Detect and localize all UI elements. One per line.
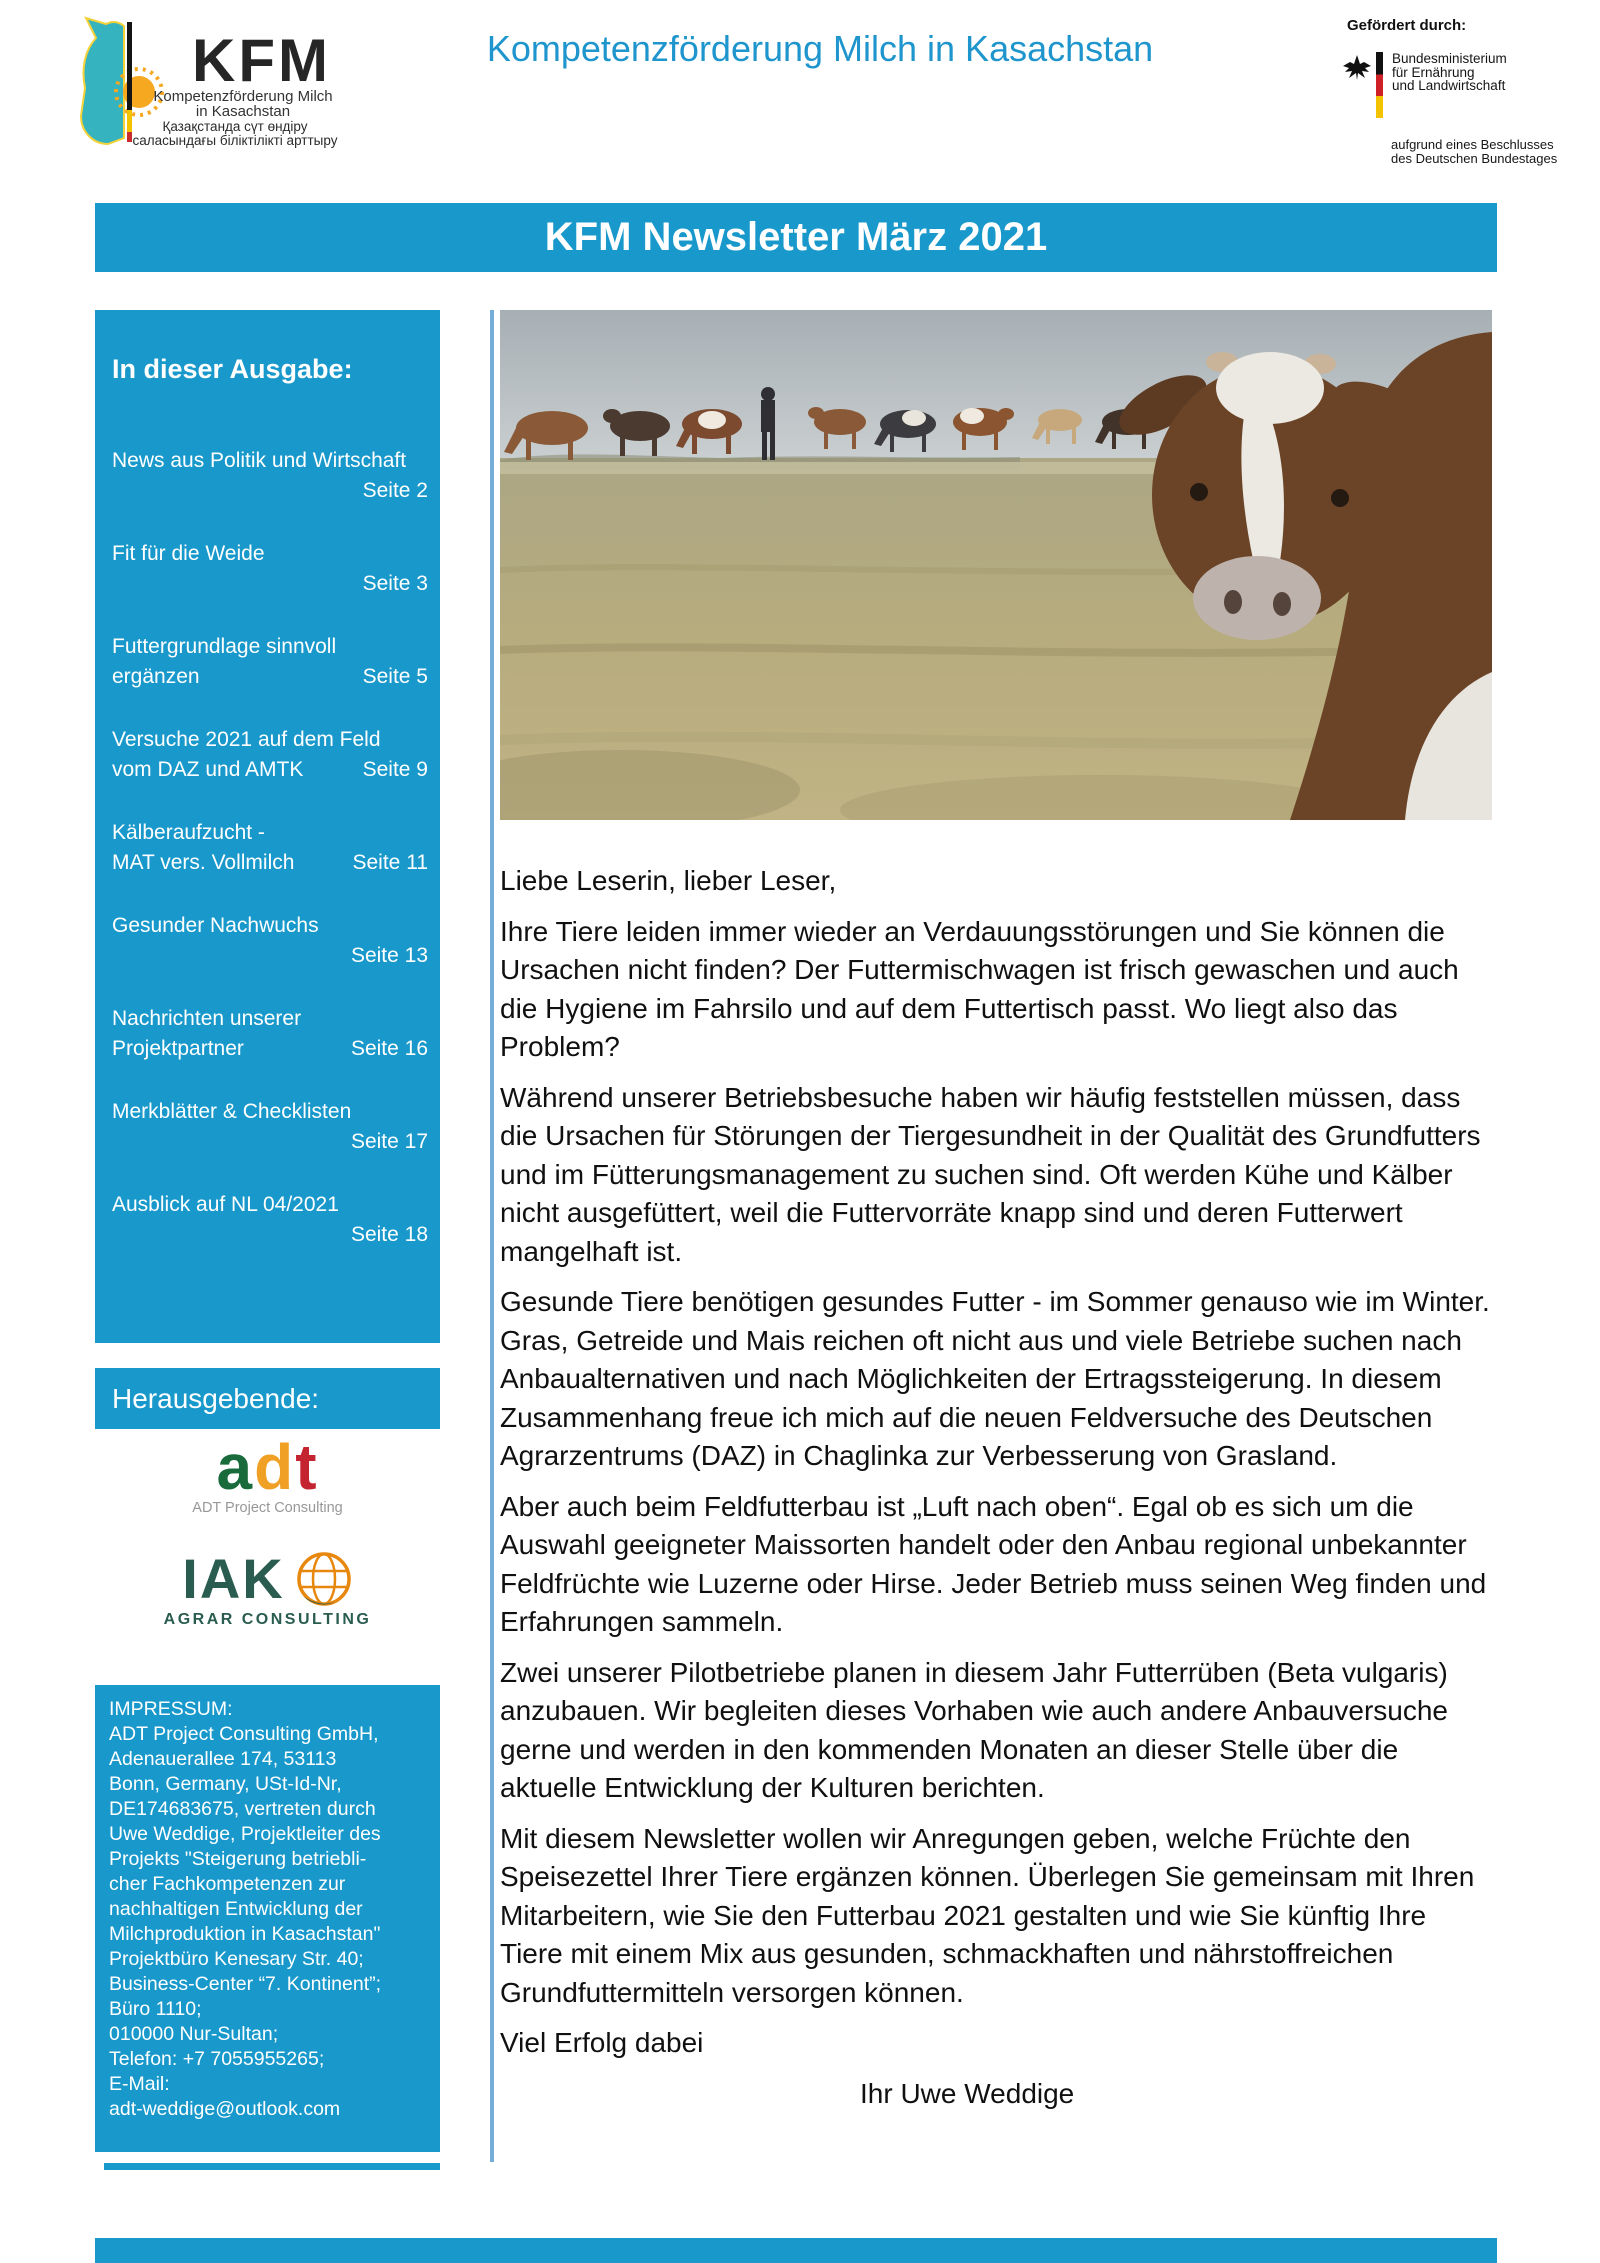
closing-line: Viel Erfolg dabei: [500, 2027, 704, 2058]
ministry-line2: für Ernährung: [1392, 64, 1475, 80]
impressum-line: Adenauerallee 174, 53113: [109, 1748, 337, 1770]
main-column-rule: [490, 310, 494, 2162]
greeting: Liebe Leserin, lieber Leser,: [500, 865, 837, 896]
kfm-kazakh-line1: Қазақстанда сүт өндіру: [162, 119, 308, 134]
kfm-subtitle-line1: Kompetenzförderung Milch: [153, 88, 333, 105]
bottom-accent-bar: [95, 2238, 1497, 2263]
ministry-name: [1392, 52, 1507, 93]
toc-item-title-line2: vom DAZ und AMTK: [112, 758, 304, 781]
toc-item: [112, 911, 428, 971]
toc-item: [112, 818, 428, 878]
toc-item-title: Ausblick auf NL 04/2021: [112, 1193, 339, 1216]
ministry-line1: Bundesministerium: [1392, 51, 1507, 66]
impressum-line: ADT Project Consulting GmbH,: [109, 1723, 379, 1745]
letter-body: [500, 862, 1490, 2125]
impressum-line: Milchproduktion in Kasachstan": [109, 1923, 381, 1945]
letter-paragraph: Gesunde Tiere benötigen gesundes Futter - im Sommer genauso wie im Winter. Gras, Getreide und Mais reichen oft nicht aus und viele Betriebe suchen nach Anbaualternativen und nach Möglichkeiten der Ertragssteigerung. In diesem Zusammenhang freue ich mich auf die neuen Feldversuche des Deutschen Agrarzentrums (DAZ) in Chaglinka zur Verbesserung von Grasland.: [500, 1286, 1490, 1471]
page-title: Kompetenzförderung Milch in Kasachstan: [486, 28, 1154, 69]
letter-paragraph: Ihre Tiere leiden immer wieder an Verdauungsstörungen und Sie können die Ursachen nicht finden? Der Futtermischwagen ist frisch gewaschen und auch die Hygiene im Fahrsilo und auf dem Futtertisch passt. Wo liegt also das Problem?: [500, 915, 1459, 1062]
toc-item-page: Seite 16: [350, 1037, 428, 1060]
impressum-line: Büro 1110;: [109, 1998, 202, 2020]
newsletter-banner-title: KFM Newsletter März 2021: [95, 203, 1497, 272]
iak-logo-caption: AGRAR CONSULTING: [163, 1611, 372, 1628]
signature: Ihr Uwe Weddige: [860, 2077, 1075, 2109]
toc-item: [112, 1190, 428, 1250]
iak-logo: [95, 1546, 440, 1629]
publishers-title: Herausgebende:: [95, 1368, 440, 1429]
ministry-line3: und Landwirtschaft: [1392, 78, 1506, 93]
toc-item: [112, 632, 428, 692]
adt-logo-letters: [95, 1431, 440, 1503]
toc-item: [112, 539, 428, 599]
impressum-line: DE174683675, vertreten durch: [109, 1798, 376, 1820]
letter-paragraph: Während unserer Betriebsbesuche haben wir häufig feststellen müssen, dass die Ursachen für Störungen der Tiergesundheit in der Qualität des Grundfutters und im Fütterungsmanagement zu suchen sind. Oft werden Kühe und Kälber nicht ausgefüttert, weil die Futtervorräte knapp sind und deren Futterwert mangelhaft ist.: [500, 1081, 1481, 1267]
toc-item-page: Seite 3: [362, 572, 428, 595]
impressum-line: 010000 Nur-Sultan;: [109, 2023, 279, 2045]
kfm-acronym: KFM: [192, 27, 331, 94]
toc-item-page: Seite 9: [362, 758, 428, 781]
adt-logo: [95, 1431, 440, 1516]
toc-item: [112, 725, 428, 785]
funding-note: [1391, 138, 1557, 165]
paragraphs-container: [500, 913, 1490, 2013]
toc-item: [112, 1004, 428, 1064]
impressum-line: cher Fachkompetenzen zur: [109, 1873, 346, 1895]
adt-letter: t: [295, 1431, 319, 1503]
toc-item-page: Seite 2: [362, 479, 428, 502]
adt-logo-caption: ADT Project Consulting: [192, 1500, 343, 1516]
impressum-box: [95, 1685, 440, 2152]
sidebar-bottom-rule: [104, 2163, 440, 2170]
impressum-line: Telefon: +7 7055955265;: [109, 2048, 325, 2070]
toc-item-page: Seite 13: [350, 944, 428, 967]
impressum-line: Business-Center “7. Kontinent”;: [109, 1973, 382, 1995]
adt-letter: a: [216, 1431, 255, 1503]
toc-item-page: Seite 17: [350, 1130, 428, 1153]
impressum-line: IMPRESSUM:: [109, 1698, 233, 1720]
toc-item-title: Futtergrundlage sinnvoll: [112, 635, 337, 658]
toc-item-title: Nachrichten unserer: [112, 1007, 302, 1030]
toc-item-title-line2: MAT vers. Vollmilch: [112, 851, 295, 874]
letter-paragraph: Aber auch beim Feldfutterbau ist „Luft nach oben“. Egal ob es sich um die Auswahl geeigneter Maissorten handelt oder den Anbau regional unbekannter Feldfrüchte wie Luzerne oder Hirse. Jeder Betrieb muss seinen Weg finden und Erfahrungen sammeln.: [500, 1490, 1487, 1637]
funding-label: Gefördert durch:: [1347, 17, 1467, 34]
funding-note-line2: des Deutschen Bundestages: [1391, 150, 1558, 166]
letter-paragraph: Zwei unserer Pilotbetriebe planen in diesem Jahr Futterrüben (Beta vulgaris) anzubauen. Wir begleiten dieses Vorhaben wie auch andere Anbauversuche gerne und werden in den kommenden Monaten an dieser Stelle über die aktuelle Entwicklung der Kulturen berichten.: [500, 1656, 1448, 1803]
cows-pasture-photo: [500, 310, 1492, 820]
globe-icon: [295, 1550, 353, 1608]
toc-item-title: Fit für die Weide: [112, 542, 265, 565]
toc-item-title: Versuche 2021 auf dem Feld: [112, 728, 381, 751]
toc-item-title: Kälberaufzucht -: [112, 821, 265, 844]
impressum-line: Uwe Weddige, Projektleiter des: [109, 1823, 381, 1845]
impressum-line: adt-weddige@outlook.com: [109, 2098, 341, 2120]
impressum-line: Projekts "Steigerung betriebli-: [109, 1848, 367, 1870]
kfm-kazakh-line2: саласындағы біліктілікті арттыру: [132, 133, 338, 148]
iak-logo-name: IAK: [182, 1547, 285, 1610]
toc-item-page: Seite 5: [362, 665, 428, 688]
letter-paragraph: Mit diesem Newsletter wollen wir Anregungen geben, welche Früchte den Speisezettel Ihrer Tiere ergänzen können. Überlegen Sie gemeinsam mit Ihren Mitarbeitern, wie Sie den Futterbau 2021 gestalten und wie Sie künftig Ihre Tiere mit einem Mix aus gesunden, schmackhaften und nährstoffreichen Grundfuttermitteln versorgen können.: [500, 1822, 1475, 2008]
toc-item-title-line2: ergänzen: [112, 665, 200, 688]
impressum-line: Bonn, Germany, USt-Id-Nr,: [109, 1773, 342, 1795]
federal-eagle-icon: [1341, 52, 1373, 82]
toc-item-title: News aus Politik und Wirtschaft: [112, 449, 407, 472]
german-flag-stripe: [1376, 52, 1383, 118]
funding-note-line1: aufgrund eines Beschlusses: [1391, 137, 1554, 152]
adt-letter: d: [254, 1431, 296, 1503]
toc-title: In dieser Ausgabe:: [112, 354, 353, 384]
toc-item-title: Gesunder Nachwuchs: [112, 914, 319, 937]
kfm-kazakh-subtitle: [95, 120, 375, 148]
toc-list: [112, 446, 428, 1283]
impressum-line: Projektbüro Kenesary Str. 40;: [109, 1948, 364, 1970]
toc-item-page: Seite 18: [350, 1223, 428, 1246]
kfm-logo-subtitle: [118, 89, 368, 119]
impressum-line: E-Mail:: [109, 2073, 170, 2095]
toc-item-title-line2: Projektpartner: [112, 1037, 244, 1060]
kfm-subtitle-line2: in Kasachstan: [195, 103, 291, 120]
impressum-line: nachhaltigen Entwicklung der: [109, 1898, 363, 1920]
toc-item: [112, 446, 428, 506]
toc-item: [112, 1097, 428, 1157]
toc-item-title: Merkblätter & Checklisten: [112, 1100, 352, 1123]
toc-item-page: Seite 11: [352, 851, 428, 874]
